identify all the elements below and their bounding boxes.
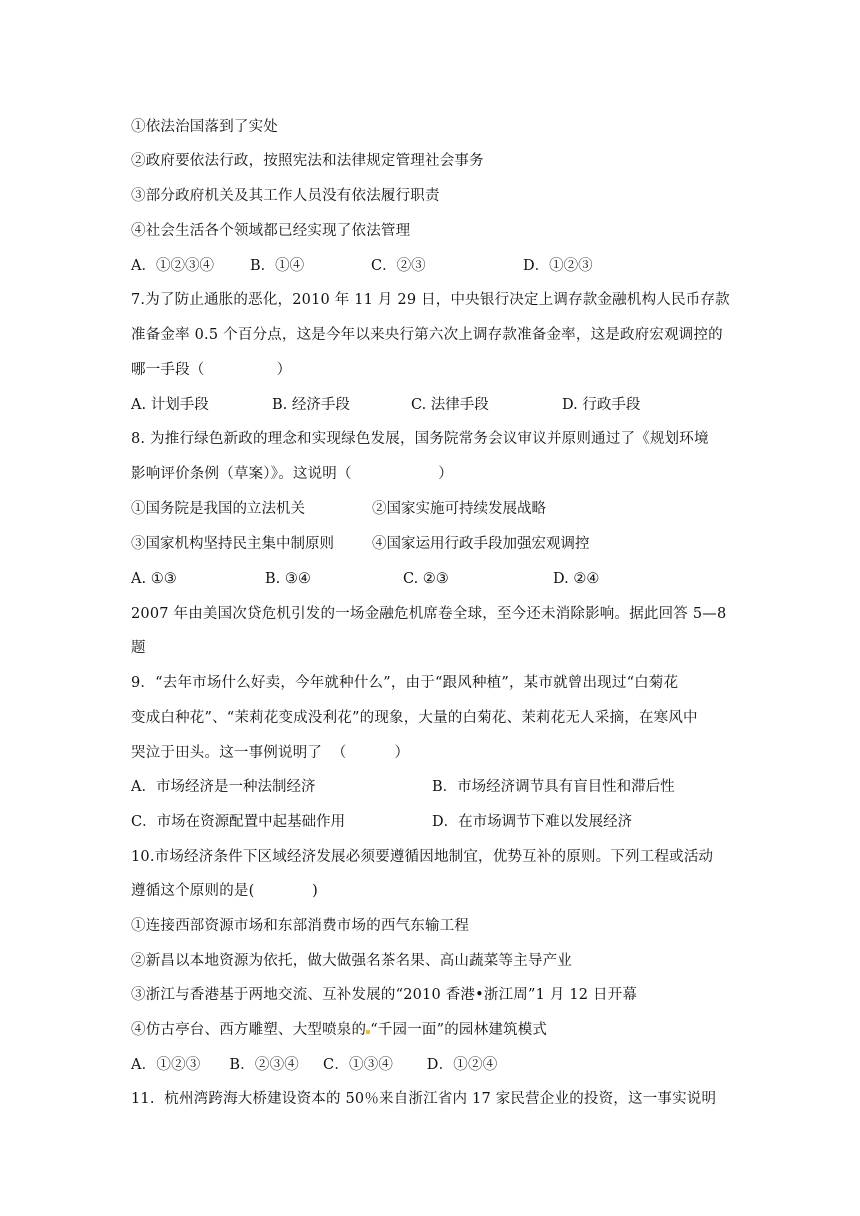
q8-option-c: C. ②③ [403, 571, 449, 587]
q10-statement-4-start: ④仿古亭台、西方雕塑、大型喷泉的 [131, 1022, 367, 1038]
q9-stem-line-3: 哭泣于田头。这一事例说明了 （ ） [131, 745, 410, 761]
q10-statement-2: ②新昌以本地资源为依托，做大做强名茶名果、高山蔬菜等主导产业 [131, 953, 572, 969]
q9-option-a: A．市场经济是一种法制经济 [131, 779, 316, 795]
q6-option-d: D．①②③ [523, 258, 593, 274]
q6-statement-1: ①依法治国落到了实处 [131, 119, 278, 135]
q8-item-3: ③国家机构坚持民主集中制原则 [131, 536, 334, 552]
q7-option-b: B. 经济手段 [272, 397, 350, 413]
q6-option-b: B．①④ [250, 258, 305, 274]
q9-option-c: C．市场在资源配置中起基础作用 [131, 814, 346, 830]
q6-statement-3: ③部分政府机关及其工作人员没有依法履行职责 [131, 188, 440, 204]
q10-stem-line-2: 遵循这个原则的是( ) [131, 883, 319, 899]
q10-statement-3: ③浙江与香港基于两地交流、互补发展的“2010 香港•浙江周”1 月 12 日开幕 [131, 987, 638, 1003]
section-intro-line-1: 2007 年由美国次贷危机引发的一场金融危机席卷全球，至今还未消除影响。据此回答 5—8 [131, 606, 727, 622]
q7-option-d: D. 行政手段 [562, 397, 641, 413]
q6-option-a: A．①②③④ [131, 258, 214, 274]
q8-item-1: ①国务院是我国的立法机关 [131, 501, 305, 517]
q7-stem-line-2: 准备金率 0.5 个百分点，这是今年以来央行第六次上调存款准备金率，这是政府宏观调控的 [131, 327, 723, 343]
q6-option-c: C．②③ [371, 258, 426, 274]
q10-statement-4 [131, 1020, 547, 1040]
q6-statement-4: ④社会生活各个领域都已经实现了依法管理 [131, 223, 411, 239]
section-intro-line-2: 题 [131, 640, 146, 656]
q10-stem-line-1: 10.市场经济条件下区域经济发展必须要遵循因地制宜，优势互补的原则。下列工程或活动 [131, 849, 714, 865]
q7-stem-line-1: 7.为了防止通胀的恶化，2010 年 11 月 29 日，中央银行决定上调存款金融机构人民币存款 [131, 292, 730, 308]
q8-option-a: A. ①③ [131, 571, 177, 587]
q9-stem-line-1: 9．“去年市场什么好卖，今年就种什么”，由于“跟风种植”，某市就曾出现过“白菊花 [131, 675, 679, 691]
q7-option-c: C. 法律手段 [411, 397, 489, 413]
q10-statement-1: ①连接西部资源市场和东部消费市场的西气东输工程 [131, 918, 470, 934]
q10-options: A．①②③ B．②③④ C．①③④ D．①②④ [131, 1057, 498, 1073]
q8-stem-line-1: 8. 为推行绿色新政的理念和实现绿色发展，国务院常务会议审议并原则通过了《规划环境 [131, 431, 709, 447]
q6-statement-2: ②政府要依法行政，按照宪法和法律规定管理社会事务 [131, 153, 484, 169]
q7-stem-line-3: 哪一手段（ ） [131, 362, 292, 378]
q10-statement-4-end: “千园一面”的园林建筑模式 [370, 1022, 548, 1038]
q9-option-b: B．市场经济调节具有盲目性和滞后性 [432, 779, 675, 795]
q7-option-a: A. 计划手段 [131, 397, 209, 413]
q8-stem-line-2: 影响评价条例（草案）》。这说明（ ） [131, 466, 453, 482]
q8-option-b: B. ③④ [265, 571, 311, 587]
q8-item-4: ④国家运用行政手段加强宏观调控 [372, 536, 590, 552]
q9-option-d: D．在市场调节下难以发展经济 [432, 814, 633, 830]
q9-stem-line-2: 变成白种花”、“茉莉花变成没利花”的现象，大量的白菊花、茉莉花无人采摘，在寒风中 [131, 710, 698, 726]
q8-item-2: ②国家实施可持续发展战略 [372, 501, 546, 517]
q8-option-d: D. ②④ [553, 571, 600, 587]
q11-stem-line-1: 11. 杭州湾跨海大桥建设资本的 50％来自浙江省内 17 家民营企业的投资，这一事实说明 [131, 1091, 717, 1107]
